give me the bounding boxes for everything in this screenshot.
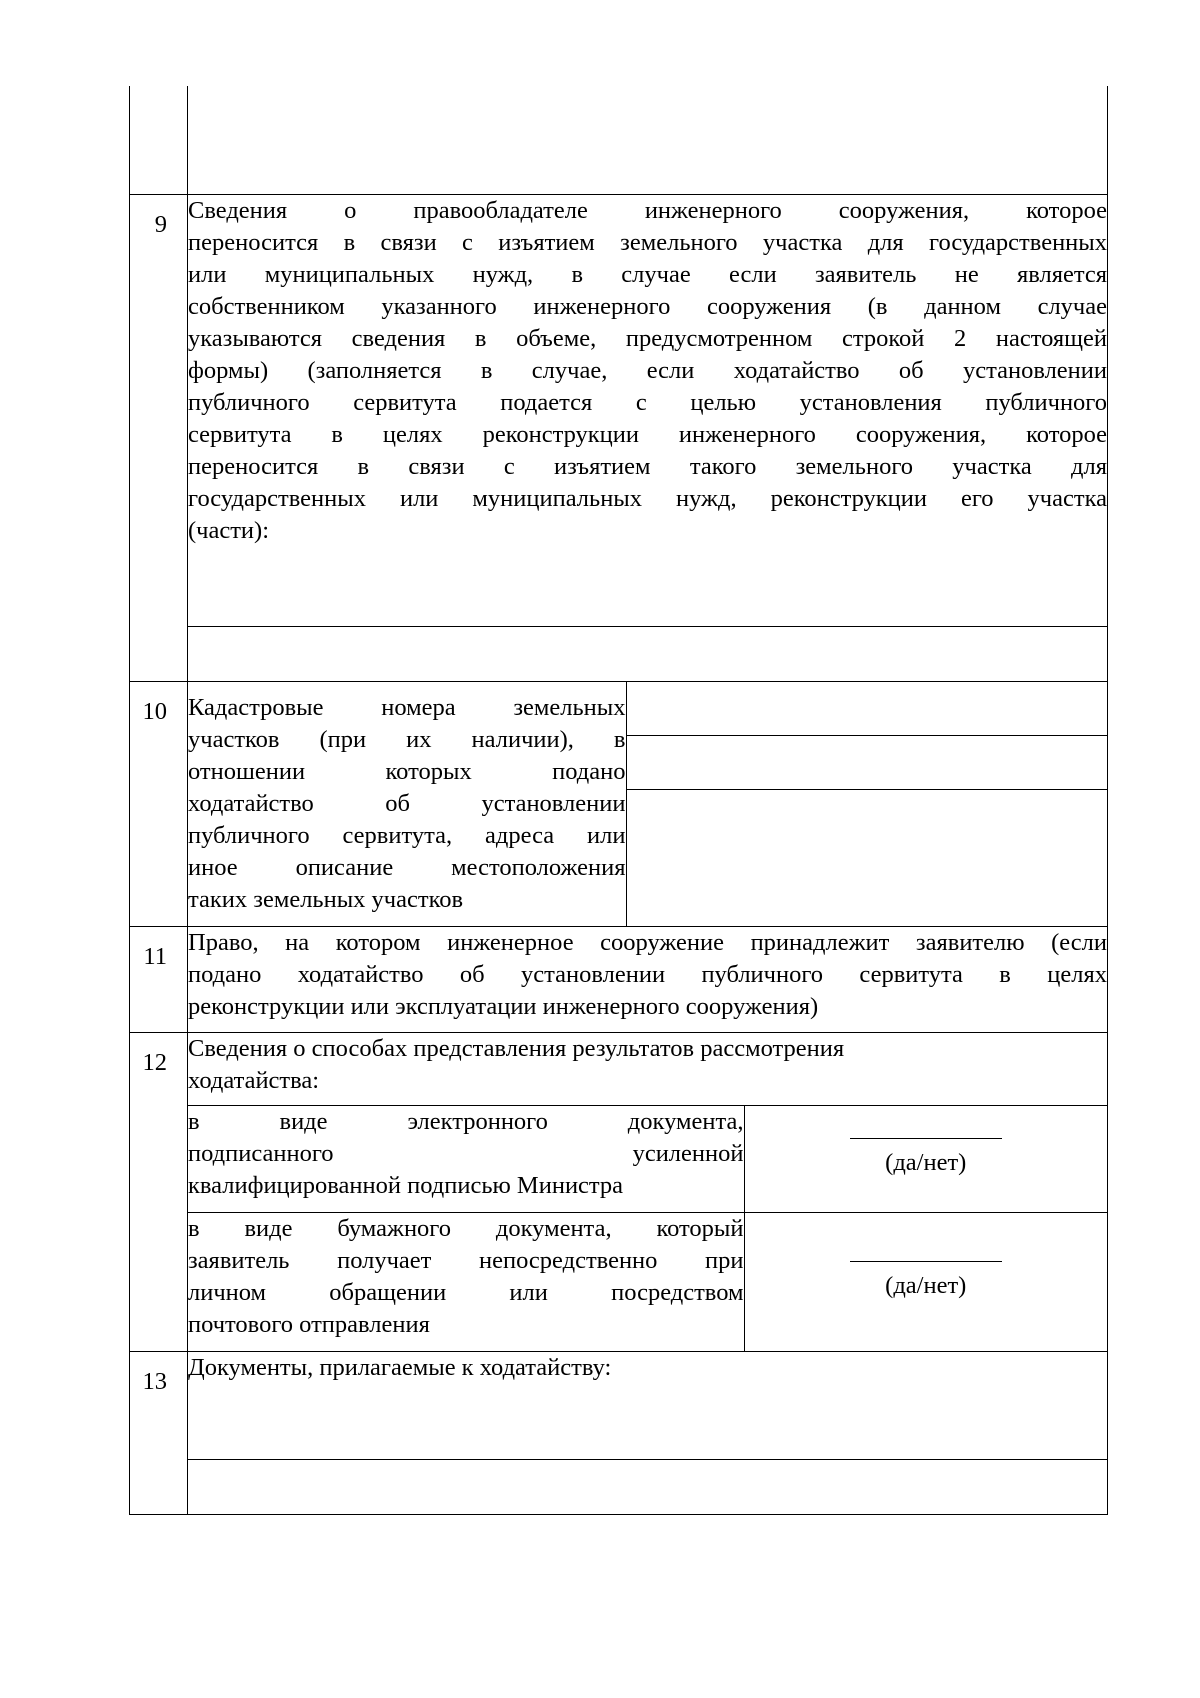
cadastral-number-field[interactable] bbox=[627, 736, 1108, 790]
option-paper bbox=[188, 1212, 744, 1351]
text-line: публичного сервитута, адреса или bbox=[188, 822, 626, 849]
row-content-cell bbox=[188, 86, 1108, 195]
text-line: переносится в связи с изъятием такого земельного участка для bbox=[188, 453, 1107, 480]
text-line: переносится в связи с изъятием земельного участка для государственных bbox=[188, 229, 1107, 256]
cadastral-fields bbox=[626, 682, 1107, 926]
fill-field[interactable] bbox=[188, 1459, 1107, 1514]
row-label[interactable] bbox=[188, 927, 1108, 1033]
text-line: или муниципальных нужд, в случае если заявитель не является bbox=[188, 261, 1107, 288]
text-line: Сведения о способах представления результатов рассмотрения bbox=[188, 1035, 845, 1062]
text-line: отношении которых подано bbox=[188, 758, 626, 785]
fill-field[interactable] bbox=[188, 86, 1107, 140]
text-line: Кадастровые номера земельных bbox=[188, 694, 626, 721]
text-line: квалифицированной подписью Министра bbox=[188, 1171, 624, 1199]
text-line: в виде бумажного документа, который bbox=[188, 1214, 744, 1242]
text-line: подписанного усиленной bbox=[188, 1139, 744, 1167]
text-line: заявитель получает непосредственно при bbox=[188, 1246, 744, 1274]
table-row bbox=[130, 1352, 1108, 1515]
table-row bbox=[130, 682, 1108, 927]
table-row bbox=[130, 195, 1108, 682]
text-line: формы) (заполняется в случае, если ходатайство об установлении bbox=[188, 357, 1107, 384]
text-line: иное описание местоположения bbox=[188, 854, 626, 881]
row-label bbox=[188, 682, 626, 926]
petition-form-table bbox=[129, 86, 1108, 1515]
text-line: (части): bbox=[188, 517, 270, 544]
text-line: Право, на котором инженерное сооружение принадлежит заявителю (если bbox=[188, 929, 1107, 956]
fill-field[interactable] bbox=[188, 140, 1107, 194]
text-line: указываются сведения в объеме, предусмотренном строкой 2 настоящей bbox=[188, 325, 1107, 352]
row-content-cell bbox=[188, 195, 1108, 682]
text-line: Сведения о правообладателе инженерного сооружения, которое bbox=[188, 197, 1107, 224]
text-line: Документы, прилагаемые к ходатайству: bbox=[188, 1354, 612, 1381]
table-row bbox=[130, 927, 1108, 1033]
text-line: реконструкции или эксплуатации инженерного сооружения) bbox=[188, 993, 819, 1020]
table-row bbox=[130, 86, 1108, 195]
text-line: почтового отправления bbox=[188, 1310, 430, 1338]
text-line: сервитута в целях реконструкции инженерного сооружения, которое bbox=[188, 421, 1107, 448]
text-line: государственных или муниципальных нужд, реконструкции его участка bbox=[188, 485, 1107, 512]
yes-no-caption: (да/нет) bbox=[885, 1149, 967, 1176]
table-row bbox=[130, 1033, 1108, 1352]
text-line: ходатайство об установлении bbox=[188, 790, 626, 817]
text-line: ходатайства: bbox=[188, 1067, 320, 1094]
text-line: собственником указанного инженерного сооружения (в данном случае bbox=[188, 293, 1107, 320]
text-line: подано ходатайство об установлении публичного сервитута в целях bbox=[188, 961, 1107, 988]
text-line: в виде электронного документа, bbox=[188, 1107, 744, 1135]
row-number: 12 bbox=[130, 1033, 188, 1352]
cadastral-number-field[interactable] bbox=[627, 790, 1108, 926]
option-electronic bbox=[188, 1105, 744, 1212]
text-line: личном обращении или посредством bbox=[188, 1278, 744, 1306]
row-content-cell bbox=[188, 1352, 1108, 1515]
row-number: 13 bbox=[130, 1352, 188, 1515]
row-content-cell bbox=[188, 682, 1108, 927]
text-line: публичного сервитута подается с целью установления публичного bbox=[188, 389, 1107, 416]
answer-field-paper[interactable] bbox=[744, 1212, 1107, 1351]
answer-field-electronic[interactable] bbox=[744, 1105, 1107, 1212]
row-content-cell bbox=[188, 1033, 1108, 1352]
row-number: 10 bbox=[130, 682, 188, 927]
row-label bbox=[188, 1352, 1107, 1459]
text-line: участков (при их наличии), в bbox=[188, 726, 626, 753]
fill-field[interactable] bbox=[188, 627, 1107, 682]
text-line: таких земельных участков bbox=[188, 886, 464, 913]
row-number: 11 bbox=[130, 927, 188, 1033]
row-label bbox=[188, 195, 1107, 627]
row-number: 9 bbox=[130, 195, 188, 682]
cadastral-number-field[interactable] bbox=[627, 682, 1108, 736]
yes-no-caption: (да/нет) bbox=[885, 1272, 967, 1300]
row-label bbox=[188, 1033, 1107, 1105]
row-number-cell bbox=[130, 86, 188, 195]
